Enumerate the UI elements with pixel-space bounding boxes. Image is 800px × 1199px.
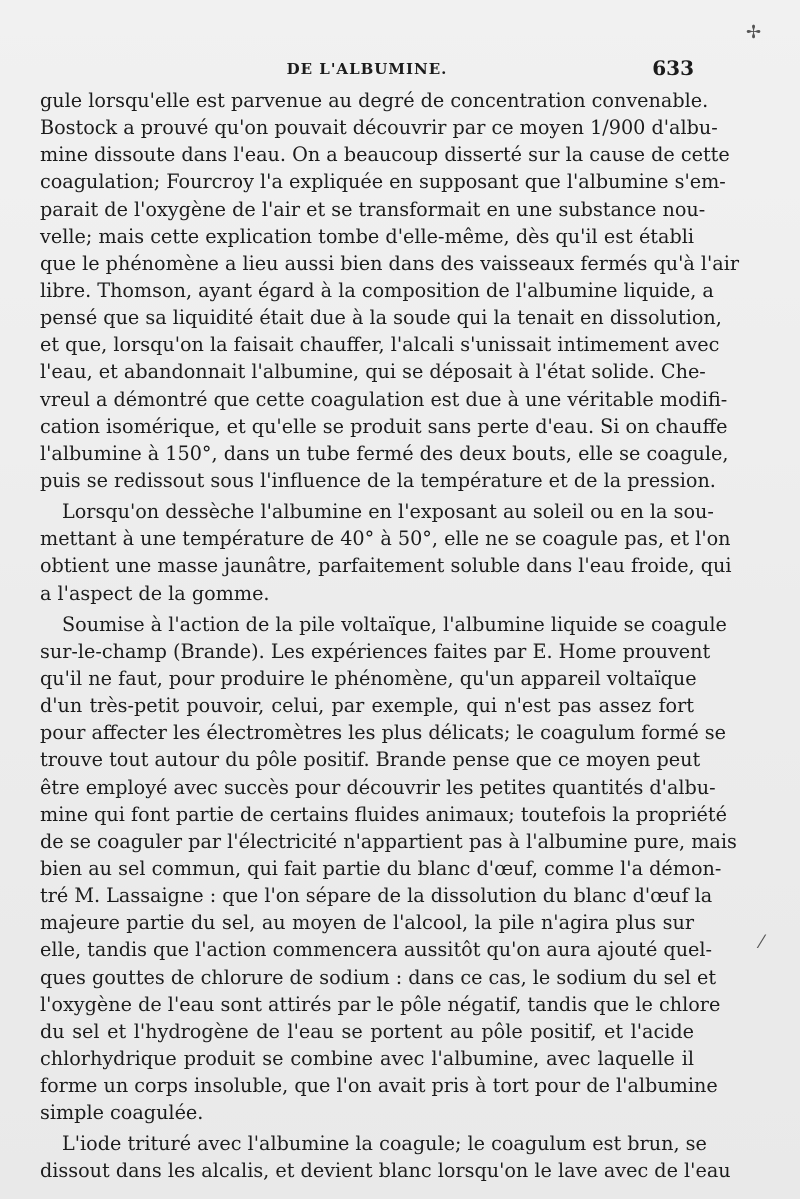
text-line: dissout dans les alcalis, et devient blanc lorsqu'on le lave avec de l'eau <box>40 1159 731 1183</box>
text-line: Bostock a prouvé qu'on pouvait découvrir par ce moyen 1/900 d'albu- <box>40 116 718 140</box>
text-line: gule lorsqu'elle est parvenue au degré de concentration convenable. <box>40 89 709 112</box>
text-line: d'un très-petit pouvoir, celui, par exemple, qui n'est pas assez fort <box>40 694 694 718</box>
text-line: velle; mais cette explication tombe d'elle-même, dès qu'il est établi <box>40 224 694 248</box>
text-line: Soumise à l'action de la pile voltaïque, l'albumine liquide se coagule <box>62 612 727 636</box>
text-line: l'albumine à 150°, dans un tube fermé des deux bouts, elle se coagule, <box>40 441 729 465</box>
text-line: libre. Thomson, ayant égard à la composition de l'albumine liquide, a <box>40 278 714 302</box>
text-line: simple coagulée. <box>40 1101 204 1125</box>
text-line: forme un corps insoluble, que l'on avait pris à tort pour de l'albumine <box>40 1074 718 1098</box>
text-line: cation isomérique, et qu'elle se produit sans perte d'eau. Si on chauffe <box>40 414 728 438</box>
text-line: vreul a démontré que cette coagulation est due à une véritable modifi- <box>40 387 728 411</box>
paragraph <box>40 1130 731 1184</box>
text-line: de se coaguler par l'électricité n'appartient pas à l'albumine pure, mais <box>40 829 737 853</box>
margin-mark-top: ✢ <box>746 22 762 43</box>
text-line: a l'aspect de la gomme. <box>40 581 270 605</box>
text-line: ques gouttes de chlorure de sodium : dans ce cas, le sodium du sel et <box>40 965 717 989</box>
body-text <box>40 87 740 1185</box>
text-line: être employé avec succès pour découvrir les petites quantités d'albu- <box>40 775 716 799</box>
text-line: mine qui font partie de certains fluides animaux; toutefois la propriété <box>40 802 727 826</box>
margin-mark-side: ⁄ <box>760 932 764 953</box>
paragraph <box>40 611 737 1127</box>
text-line: tré M. Lassaigne : que l'on sépare de la dissolution du blanc d'œuf la <box>40 884 713 908</box>
text-line: mine dissoute dans l'eau. On a beaucoup disserté sur la cause de cette <box>40 143 730 167</box>
paragraph <box>40 498 732 607</box>
text-line: pensé que sa liquidité était due à la soude qui la tenait en dissolution, <box>40 306 722 330</box>
text-line: que le phénomène a lieu aussi bien dans des vaisseaux fermés qu'à l'air <box>40 251 740 275</box>
text-line: pour affecter les électromètres les plus délicats; le coagulum formé se <box>40 721 726 745</box>
text-line: Lorsqu'on dessèche l'albumine en l'exposant au soleil ou en la sou- <box>62 500 714 524</box>
text-line: chlorhydrique produit se combine avec l'albumine, avec laquelle il <box>40 1046 694 1070</box>
text-line: mettant à une température de 40° à 50°, elle ne se coagule pas, et l'on <box>40 527 731 551</box>
text-line: bien au sel commun, qui fait partie du blanc d'œuf, comme l'a démon- <box>40 856 722 880</box>
running-title: DE L'ALBUMINE. <box>286 60 448 78</box>
text-line: sur-le-champ (Brande). Les expériences faites par E. Home prouvent <box>40 639 711 663</box>
text-line: L'iode trituré avec l'albumine la coagule; le coagulum est brun, se <box>62 1132 707 1156</box>
text-line: du sel et l'hydrogène de l'eau se portent au pôle positif, et l'acide <box>40 1019 694 1043</box>
text-line: coagulation; Fourcroy l'a expliquée en supposant que l'albumine s'em- <box>40 170 726 194</box>
text-line: puis se redissout sous l'influence de la température et de la pression. <box>40 468 716 492</box>
text-line: l'oxygène de l'eau sont attirés par le pôle négatif, tandis que le chlore <box>40 992 721 1016</box>
text-line: et que, lorsqu'on la faisait chauffer, l'alcali s'unissait intimement avec <box>40 333 720 357</box>
text-line: qu'il ne faut, pour produire le phénomène, qu'un appareil voltaïque <box>40 666 697 690</box>
text-line: majeure partie du sel, au moyen de l'alcool, la pile n'agira plus sur <box>40 911 694 935</box>
paragraph <box>40 87 740 494</box>
running-header <box>40 52 694 82</box>
text-line: parait de l'oxygène de l'air et se transformait en une substance nou- <box>40 197 706 221</box>
text-line: elle, tandis que l'action commencera aussitôt qu'on aura ajouté quel- <box>40 938 713 962</box>
page-number: 633 <box>652 56 694 80</box>
text-line: trouve tout autour du pôle positif. Brande pense que ce moyen peut <box>40 748 701 772</box>
text-line: obtient une masse jaunâtre, parfaitement soluble dans l'eau froide, qui <box>40 554 732 578</box>
text-line: l'eau, et abandonnait l'albumine, qui se déposait à l'état solide. Che- <box>40 360 706 384</box>
